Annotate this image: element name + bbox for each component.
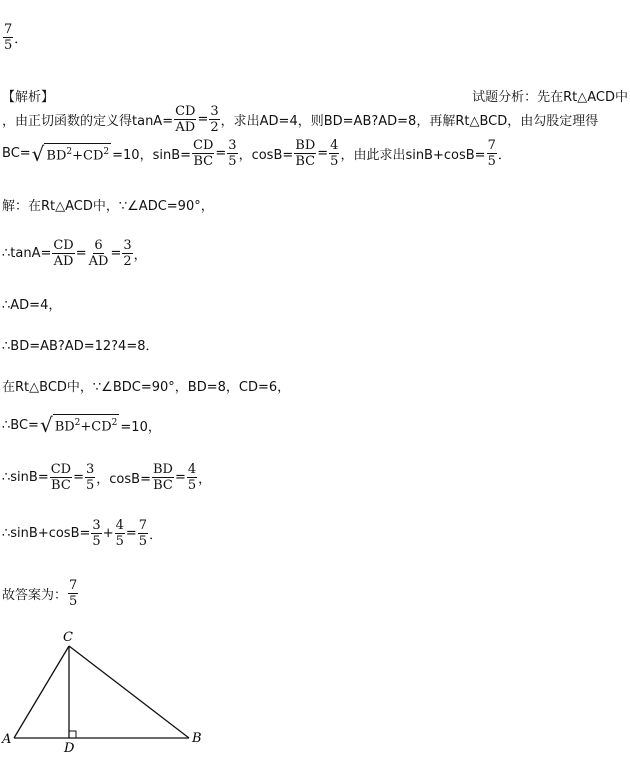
fraction: $\frac{CD}{BC}$: [193, 138, 214, 169]
solution-line-7: ∴sinB= $\frac{CD}{BC}$ = $\frac{3}{5}$ ，cosB= $\frac{BD}{BC}$ = $\frac{4}{5}$ ，: [2, 462, 212, 493]
fraction: $\frac{7}{5}$: [487, 138, 496, 169]
label-c: C: [63, 630, 73, 645]
fraction: $\frac{7}{5}$: [69, 578, 78, 609]
solution-line-8: ∴sinB+cosB= $\frac{3}{5}$ + $\frac{4}{5}$ = $\frac{7}{5}$ ．: [2, 518, 163, 549]
fraction: $\frac{3}{2}$: [123, 238, 132, 269]
side-cb: [69, 646, 189, 738]
solution-line-3: ∴AD=4，: [2, 298, 62, 313]
fraction: $\frac{BD}{BC}$: [295, 138, 316, 169]
fraction: $\frac{7}{5}$: [138, 518, 148, 549]
analysis-heading: 【解析】: [2, 90, 55, 105]
fraction: $\frac{6}{AD}$: [88, 238, 109, 269]
fraction: $\frac{3}{2}$: [210, 104, 219, 135]
solution-line-2: ∴tanA= $\frac{CD}{AD}$ = $\frac{6}{AD}$ = $\frac{3}{2}$ ，: [2, 238, 147, 269]
analysis-line-2: BC= √ $BD^2+CD^2$ =10，sinB= $\frac{CD}{BC}$ = $\frac{3}{5}$ ，cosB= $\frac{BD}{BC}$ = $\frac{4}{5}$ ，由此求出sinB+cosB= $\frac{7}{5}$ ．: [2, 138, 511, 169]
fraction: $\frac{CD}{BC}$: [50, 462, 72, 493]
fraction: $\frac{3}{5}$: [86, 462, 95, 493]
fraction: $\frac{3}{5}$: [228, 138, 237, 169]
fraction: $\frac{CD}{AD}$: [53, 238, 74, 269]
analysis-intro: 试题分析：先在Rt△ACD中: [472, 90, 628, 105]
solution-line-5: 在Rt△BCD中，∵∠BDC=90°，BD=8，CD=6，: [2, 380, 291, 395]
fraction: $\frac{4}{5}$: [115, 518, 124, 549]
solution-line-6: ∴BC= √ $BD^2+CD^2$ =10，: [2, 413, 161, 437]
label-b: B: [192, 731, 202, 746]
triangle-figure: [0, 625, 220, 765]
square-root: √ $BD^2+CD^2$: [39, 413, 118, 437]
fraction: $\frac{CD}{AD}$: [175, 104, 196, 135]
fraction: $\frac{BD}{BC}$: [152, 462, 173, 493]
analysis-line-1: ，由正切函数的定义得tanA= $\frac{CD}{AD}$ = $\frac{3}{2}$ ，求出AD=4，则BD=AB?AD=8，再解Rt△BCD，由勾股定理得: [2, 104, 599, 135]
fraction: $\frac{4}{5}$: [187, 462, 197, 493]
label-d: D: [64, 741, 75, 756]
square-root: √ $BD^2+CD^2$: [31, 141, 110, 166]
fraction: $\frac{4}{5}$: [330, 138, 339, 169]
top-answer: $\frac{7}{5}$ ．: [4, 22, 28, 53]
solution-line-4: ∴BD=AB?AD=12?4=8．: [2, 339, 159, 354]
solution-line-1: 解：在Rt△ACD中，∵∠ADC=90°，: [2, 199, 214, 214]
side-ac: [14, 646, 69, 738]
fraction: $\frac{7}{5}$: [4, 22, 13, 53]
solution-line-9: 故答案为： $\frac{7}{5}$: [2, 578, 78, 609]
label-a: A: [2, 732, 12, 747]
fraction: $\frac{3}{5}$: [92, 518, 101, 549]
right-angle-mark: [69, 731, 76, 738]
